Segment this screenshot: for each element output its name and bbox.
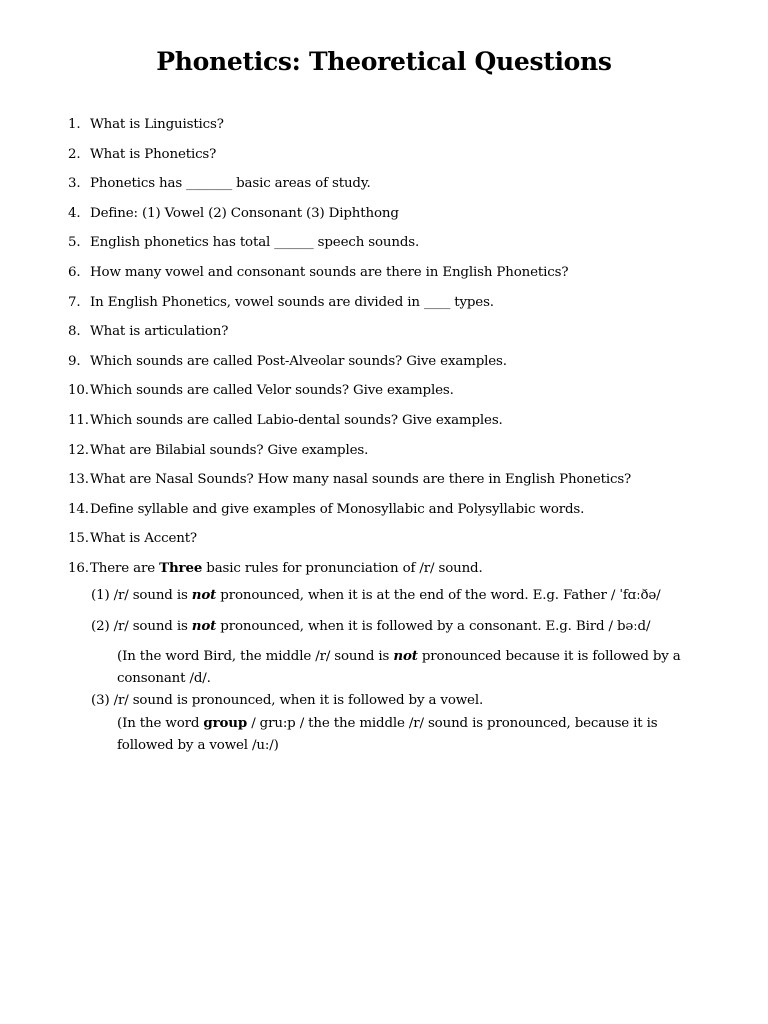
question-item-16 [68, 554, 728, 584]
question-item [68, 140, 728, 170]
question-text: Which sounds are called Velor sounds? Give examples. [90, 383, 454, 399]
question-number: 6. [68, 264, 81, 280]
question-number: 5. [68, 235, 81, 251]
question-text: How many vowel and consonant sounds are there in English Phonetics? [90, 264, 569, 280]
question-text: What is Accent? [90, 531, 197, 547]
question-text: Define syllable and give examples of Monosyllabic and Polysyllabic words. [90, 501, 585, 517]
question-text: Phonetics has _______ basic areas of study. [90, 176, 371, 192]
question-number: 7. [68, 294, 81, 310]
question-number: 8. [68, 324, 81, 340]
rule-2-note-before: (In the word Bird, the middle /r/ sound is [117, 649, 394, 664]
question-item [68, 524, 728, 554]
question-text: What is Linguistics? [90, 117, 224, 132]
question-text: What are Nasal Sounds? How many nasal sounds are there in English Phonetics? [90, 472, 632, 488]
question-number: 11. [68, 412, 89, 428]
question-text: Which sounds are called Labio-dental sounds? Give examples. [90, 412, 503, 428]
page-title: Phonetics: Theoretical Questions [156, 47, 612, 76]
question-number: 13. [68, 472, 89, 488]
question-item [68, 258, 728, 288]
question-text: What is Phonetics? [90, 146, 217, 162]
rule-2-note-after: pronounced because it is followed by a consonant /d/. [117, 649, 681, 686]
question-item [68, 228, 728, 258]
question-text-after: basic rules for pronunciation of /r/ sound. [202, 560, 483, 576]
question-item [68, 406, 728, 436]
question-number: 9. [68, 353, 81, 369]
question-number: 3. [68, 176, 81, 192]
rule-3-note [117, 712, 717, 757]
rule-3: (3) /r/ sound is pronounced, when it is followed by a vowel. [91, 693, 484, 708]
question-number: 2. [68, 146, 81, 162]
question-text: What are Bilabial sounds? Give examples. [90, 442, 369, 458]
rule-2-note [117, 645, 717, 690]
question-text-before: There are [90, 560, 160, 576]
rule-2-note-emphasis: not [393, 648, 418, 664]
question-item [68, 347, 728, 377]
question-text-bold: Three [159, 559, 203, 576]
rule-2-text-before: (2) /r/ sound is [91, 619, 192, 634]
rule-1 [91, 584, 661, 607]
rule-1-text-before: (1) /r/ sound is [91, 588, 192, 603]
question-text: In English Phonetics, vowel sounds are divided in ____ types. [90, 294, 494, 310]
rule-1-emphasis: not [191, 587, 217, 603]
question-item [68, 110, 728, 140]
question-number: 16. [68, 560, 89, 576]
question-item [68, 436, 728, 466]
rule-3-note-before: (In the word [117, 716, 204, 731]
question-item [68, 199, 728, 229]
question-number: 12. [68, 442, 89, 458]
question-item [68, 465, 728, 495]
rule-3-note-after: / gru:p / the the middle /r/ sound is pronounced, because it is followed by a vowel /u:/) [117, 716, 658, 753]
rule-3-note-bold: group [203, 715, 248, 731]
question-list [68, 110, 728, 584]
rule-1-text-after: pronounced, when it is at the end of the word. E.g. Father / ˈfɑːðə/ [216, 588, 661, 603]
question-item [68, 288, 728, 318]
question-number: 1. [68, 117, 81, 132]
question-text: English phonetics has total ______ speech sounds. [90, 235, 420, 251]
question-item [68, 376, 728, 406]
question-item [68, 317, 728, 347]
rule-2-text-after: pronounced, when it is followed by a consonant. E.g. Bird / bəːd/ [216, 619, 651, 634]
question-text: What is articulation? [90, 324, 229, 340]
question-number: 4. [68, 205, 81, 221]
question-text: Which sounds are called Post-Alveolar sounds? Give examples. [90, 353, 507, 369]
rule-2-emphasis: not [191, 618, 217, 634]
question-text: Define: (1) Vowel (2) Consonant (3) Diphthong [90, 205, 399, 221]
rule-2 [91, 615, 650, 638]
question-item [68, 169, 728, 199]
question-number: 10. [68, 383, 89, 399]
question-number: 15. [68, 531, 89, 547]
question-number: 14. [68, 501, 89, 517]
question-item [68, 495, 728, 525]
